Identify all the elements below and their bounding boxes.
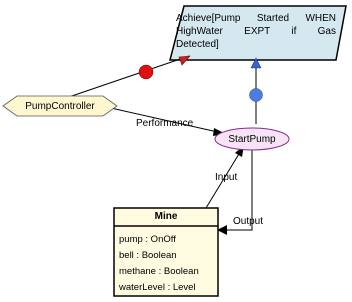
goal-line-2: HighWater EXPT if Gas	[176, 26, 336, 37]
entity-attribute-bell: bell : Boolean	[119, 250, 177, 261]
performance-label: Performance	[136, 118, 194, 129]
goal-line-3: Detected]	[176, 39, 219, 50]
entity-title: Mine	[154, 211, 178, 222]
operationalization-dot	[250, 89, 263, 102]
output-label: Output	[233, 216, 264, 227]
goal-label	[176, 12, 336, 51]
agent-label: PumpController	[25, 101, 95, 112]
entity-attribute-waterlevel: waterLevel : Level	[119, 282, 196, 293]
entity-attribute-methane: methane : Boolean	[119, 266, 199, 277]
input-label: Input	[215, 172, 238, 183]
entity-attribute-pump: pump : OnOff	[119, 234, 176, 245]
responsibility-dot	[139, 65, 153, 79]
operation-label: StartPump	[228, 134, 276, 145]
responsibility-link	[66, 56, 189, 98]
goal-line-1: Achieve[Pump Started WHEN	[176, 13, 336, 24]
